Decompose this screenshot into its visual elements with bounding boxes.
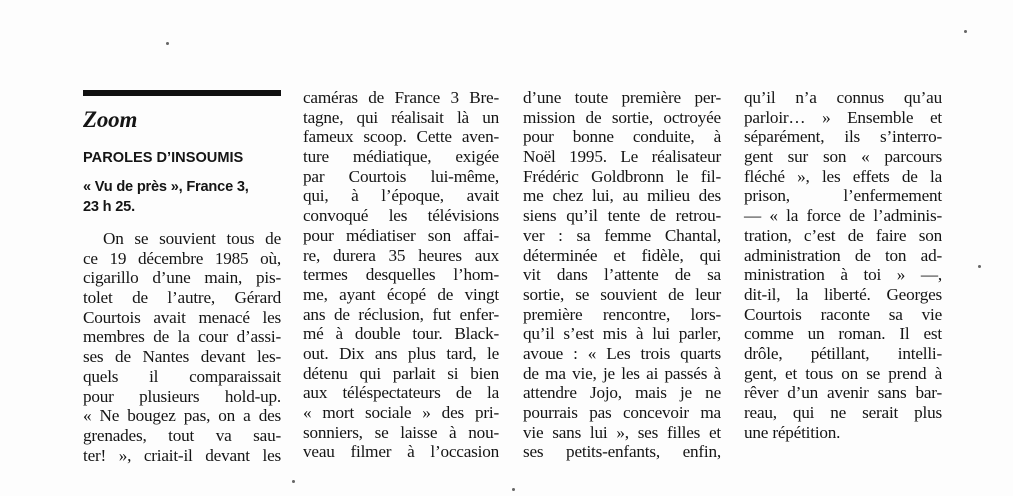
text-line: Frédéric Goldbronn le fil-: [523, 166, 721, 186]
text-line: attendre Jojo, mais je ne: [523, 383, 721, 403]
text-line: aux téléspectateurs de la: [303, 383, 499, 403]
text-line: gent sur son « parcours: [744, 147, 942, 167]
text-line: pourrais pas concevoir ma: [523, 403, 721, 422]
text-line: termes desquelles l’hom-: [303, 265, 499, 285]
text-line: reau, qui ne serait plus: [744, 403, 942, 422]
text-line: ses petits-enfants, enfin,: [523, 442, 721, 462]
text-line: ministration à toi » —,: [744, 265, 942, 285]
text-line: par Courtois lui-même,: [303, 166, 499, 186]
text-line: sortie, se souvient de leur: [523, 284, 721, 304]
text-line: tration, c’est de faire son: [744, 225, 942, 245]
text-line: pour médiatiser son affai-: [303, 225, 499, 245]
text-line: première rencontre, lors-: [523, 304, 721, 324]
text-line: Noël 1995. Le réalisateur: [523, 147, 721, 167]
section-rule: [83, 90, 281, 96]
text-line: siens qu’il tente de retrou-: [523, 206, 721, 226]
program-info-channel: « Vu de près », France 3,: [83, 179, 249, 195]
text-line: Courtois avait menacé les: [83, 307, 281, 327]
text-line: de ma vie, je les ai passés à: [523, 363, 721, 383]
text-line: sonniers, se laisse à nou-: [303, 422, 499, 442]
text-line: « Ne bougez pas, on a des: [83, 406, 281, 426]
text-line: fameux scoop. Cette aven-: [303, 127, 499, 147]
article-text-col-1: [83, 229, 281, 465]
text-line: ter! », criait-il devant les: [83, 445, 281, 465]
text-line: ture médiatique, exigée: [303, 147, 499, 167]
program-info: [83, 178, 281, 217]
scan-speck: [166, 42, 169, 45]
text-line: me, ayant écopé de vingt: [303, 284, 499, 304]
text-line: cigarillo d’une main, pis-: [83, 268, 281, 288]
text-line: administration de ton ad-: [744, 245, 942, 265]
program-title: PAROLES D’INSOUMIS: [83, 150, 244, 166]
text-line: convoqué les télévisions: [303, 206, 499, 226]
text-line: rêver d’un avenir sans bar-: [744, 383, 942, 403]
text-line: grenades, tout va sau-: [83, 425, 281, 445]
text-line: qu’il n’a connus qu’au: [744, 88, 942, 107]
text-line: veau filmer à l’occasion: [303, 442, 499, 462]
text-line: séparément, ils s’interro-: [744, 127, 942, 147]
text-line: mission de sortie, octroyée: [523, 107, 721, 127]
program-info-time: 23 h 25.: [83, 198, 135, 215]
text-line: ver : sa femme Chantal,: [523, 225, 721, 245]
text-line: tagne, qui réalisait là un: [303, 107, 499, 127]
text-line: On se souvient tous de: [103, 229, 281, 248]
scan-speck: [292, 480, 295, 483]
text-line: quels il comparaissait: [83, 366, 281, 386]
text-line: gent, et tous on se prend à: [744, 363, 942, 383]
column-2: [303, 88, 499, 462]
text-line: drôle, pétillant, intelli-: [744, 343, 942, 363]
text-line: ans de réclusion, fut enfer-: [303, 304, 499, 324]
text-line: out. Dix ans plus tard, le: [303, 343, 499, 363]
text-line: Courtois raconte sa vie: [744, 304, 942, 324]
scan-speck: [964, 30, 967, 33]
text-line: pour plusieurs hold-up.: [83, 386, 281, 406]
scan-speck: [978, 265, 981, 268]
text-line: re, durera 35 heures aux: [303, 245, 499, 265]
text-line: — « la force de l’adminis-: [744, 206, 942, 226]
text-line: une répétition.: [744, 422, 841, 442]
text-line: mé à double tour. Black-: [303, 324, 499, 344]
text-line: détenu qui parlait si bien: [303, 363, 499, 383]
text-line: caméras de France 3 Bre-: [303, 88, 499, 107]
text-line: qui, à l’époque, avait: [303, 186, 499, 206]
text-line: parloir… » Ensemble et: [744, 107, 942, 127]
text-line: qu’il s’est mis à lui parler,: [523, 324, 721, 344]
text-line: ce 19 décembre 1985 où,: [83, 248, 281, 268]
section-label: Zoom: [83, 107, 138, 132]
text-line: déterminée et fidèle, qui: [523, 245, 721, 265]
column-3: [523, 88, 721, 462]
text-line: vit dans l’attente de sa: [523, 265, 721, 285]
text-line: vie sans lui », ses filles et: [523, 422, 721, 442]
column-4: [744, 88, 942, 442]
text-line: tolet de l’autre, Gérard: [83, 288, 281, 308]
text-line: avoue : « Les trois quarts: [523, 343, 721, 363]
text-line: membres de la cour d’assi-: [83, 327, 281, 347]
text-line: « mort sociale » des pri-: [303, 403, 499, 422]
text-line: comme un roman. Il est: [744, 324, 942, 344]
text-line: d’une toute première per-: [523, 88, 721, 107]
text-line: fléché », les effets de la: [744, 166, 942, 186]
text-line: prison, l’enfermement: [744, 186, 942, 206]
scan-speck: [512, 488, 515, 491]
text-line: pour bonne conduite, à: [523, 127, 721, 147]
text-line: me chez lui, au milieu des: [523, 186, 721, 206]
column-1: [83, 107, 281, 465]
text-line: dit-il, la liberté. Georges: [744, 284, 942, 304]
text-line: ses de Nantes devant les-: [83, 347, 281, 367]
